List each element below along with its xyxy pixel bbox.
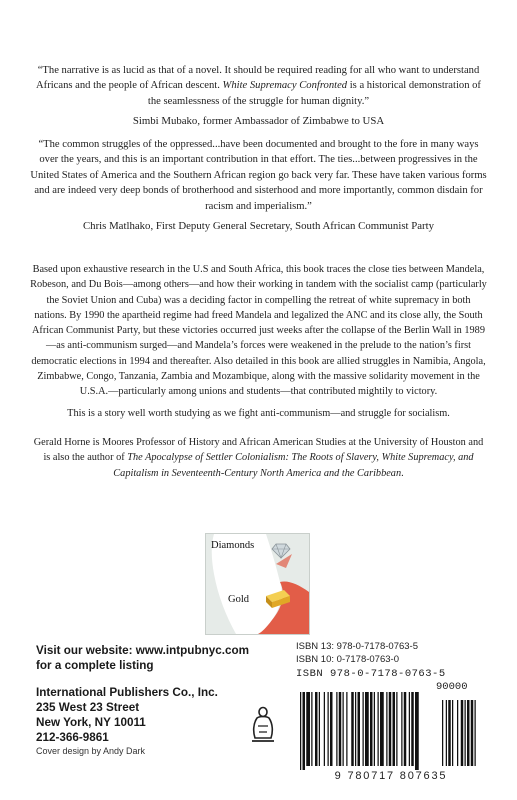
quote-1-attribution: Simbi Mubako, former Ambassador of Zimbabwe to USA bbox=[132, 115, 385, 128]
barcode-price-code: 90000 bbox=[436, 681, 468, 693]
author-name: Gerald Horne bbox=[33, 437, 91, 448]
quote-1-book-title: White Supremacy Confronted bbox=[222, 80, 348, 92]
description-paragraph-2: This is a story well worth studying as we fight anti-communism—and struggle for socialism. bbox=[67, 407, 450, 419]
quote-block-1 bbox=[30, 63, 487, 130]
quote-2-attribution: Chris Matlhako, First Deputy General Secretary, South African Communist Party bbox=[82, 220, 435, 233]
map-label-gold: Gold bbox=[228, 594, 249, 605]
isbn-13: ISBN 13: 978-0-7178-0763-5 bbox=[296, 641, 418, 652]
quote-1-text: “The narrative is as lucid as that of a novel. It should be required reading for all who want to understand Africans and the people of African descent. White Supremacy Confronted is a historical demonstration of the seamlessness of the struggle for human dignity.” bbox=[36, 65, 481, 107]
map-label-diamonds: Diamonds bbox=[211, 540, 255, 551]
isbn-10: ISBN 10: 0-7178-0763-0 bbox=[296, 653, 399, 665]
barcode-icon bbox=[300, 692, 486, 770]
description-paragraph-1: Based upon exhaustive research in the U.S and South Africa, this book traces the close ties between Mandela, Robeson, and Du Bois—among others—and how their working in tandem with the socialist camp (particularly the Soviet Union and Cuba) was a deciding factor in compelling the retreat of white supremacy in both nations. By 1990 the apartheid regime had freed Mandela and legalized the ANC and its close ally, the South African Communist Party, but these victories occurred just weeks after the collapse of the Berlin Wall in 1989—as anti-communism surged—and Mandela’s forces were weakened in the prelude to the nation’s first democratic elections in 1994 and thereafter. Also detailed in this book are allied struggles in Namibia, Angola, Zimbabwe, Congo, Tanzania, Zambia and Mozambique, along with the massive solidarity movement in the U.S.A.—particularly among unions and students—that contributed mightily to victory. bbox=[30, 264, 487, 398]
author-bio: Gerald Horne is Moores Professor of History and African American Studies at the University of Houston and is also the author of The Apocalypse of Settler Colonialism: The Roots of Slavery, White Supremacy, and Capitalism in Seventeenth-Century North America and the Caribbean. bbox=[33, 437, 484, 479]
publisher-phone: 212-366-9861 bbox=[36, 731, 109, 744]
publisher-name: International Publishers Co., Inc. bbox=[36, 686, 218, 699]
barcode-digits: 9 780717 807635 bbox=[334, 770, 448, 782]
publisher-contact bbox=[36, 643, 276, 757]
quote-2-text: “The common struggles of the oppressed...have been documented and brought to the fore in many ways over the years, and this is an important contribution in that effort. The ties...between progressives in the United States of America and the Southern African region go back very far. These have taken various forms and are indeed very deep bonds of brotherhood and sisterhood and more importantly, common disdain for racism and imperialism.” bbox=[30, 139, 487, 212]
listing-line: for a complete listing bbox=[36, 659, 154, 672]
southern-africa-map-image bbox=[205, 533, 310, 635]
cover-credit: Cover design by Andy Dark bbox=[36, 746, 146, 756]
book-description bbox=[30, 262, 487, 421]
quote-block-2 bbox=[30, 137, 487, 234]
barcode-isbn-label: ISBN 978-0-7178-0763-5 bbox=[296, 668, 446, 680]
website-line: Visit our website: www.intpubnyc.com bbox=[36, 644, 249, 657]
publisher-figure-icon bbox=[249, 706, 277, 744]
author-other-book-title: The Apocalypse of Settler Colonialism: The Roots of Slavery, White Supremacy, and Capitalism in Seventeenth-Century North America and the Caribbean bbox=[113, 452, 474, 479]
publisher-street: 235 West 23 Street bbox=[36, 701, 140, 714]
isbn-block bbox=[296, 641, 486, 666]
publisher-city: New York, NY 10011 bbox=[36, 716, 146, 729]
